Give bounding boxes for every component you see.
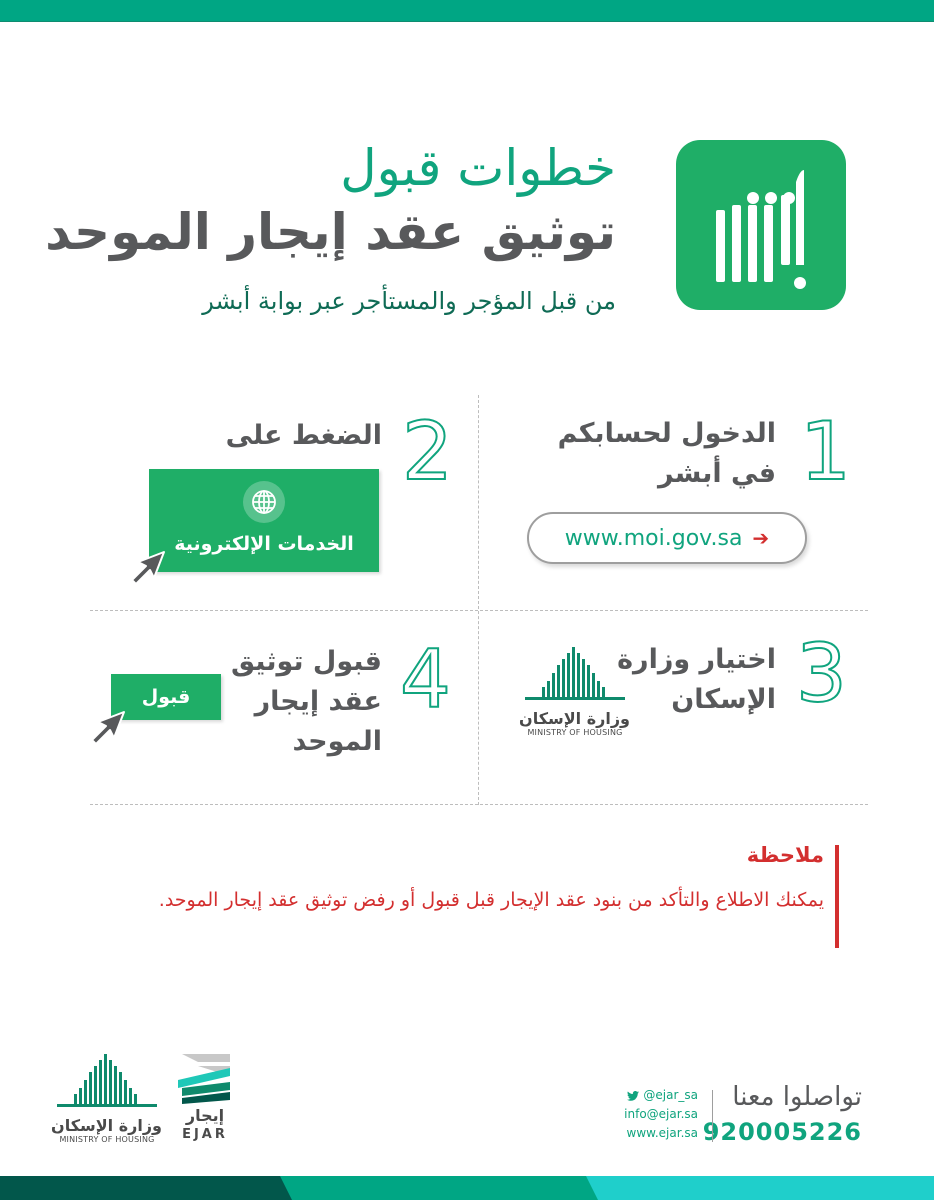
contact-divider xyxy=(712,1090,713,1142)
arrow-right-icon: ➔ xyxy=(752,526,770,550)
step-1-text xyxy=(558,414,776,494)
twitter-icon xyxy=(627,1091,639,1101)
eservices-label: الخدمات الإلكترونية xyxy=(174,533,354,555)
moh-emblem-icon xyxy=(520,645,630,705)
step-3-text xyxy=(617,640,776,720)
globe-icon xyxy=(243,481,285,523)
footer-moh-logo xyxy=(52,1052,162,1144)
moh-emblem-icon xyxy=(52,1052,162,1112)
step-1-number: 1 xyxy=(800,405,851,498)
twitter-row[interactable] xyxy=(600,1086,698,1105)
subtitle: من قبل المؤجر والمستأجر عبر بوابة أبشر xyxy=(202,287,616,315)
note-title: ملاحظة xyxy=(746,843,824,867)
step-1-line-1: الدخول لحسابكم xyxy=(557,418,776,449)
step-2-line-1: الضغط على xyxy=(225,420,382,451)
step-4-line-2: عقد إيجار xyxy=(254,686,382,717)
footer-moh-name-en: MINISTRY OF HOUSING xyxy=(59,1135,155,1144)
step-3-line-2: الإسكان xyxy=(671,684,776,715)
contact-phone[interactable]: 920005226 xyxy=(702,1118,862,1146)
eservices-button[interactable] xyxy=(149,469,379,572)
step-2-number: 2 xyxy=(402,405,453,498)
step-4-line-3: الموحد xyxy=(292,726,382,757)
footer-moh-name-ar: وزارة الإسكان xyxy=(51,1116,162,1135)
cursor-arrow-icon xyxy=(128,548,168,592)
ejar-logo-icon xyxy=(178,1054,234,1108)
moh-name-en: MINISTRY OF HOUSING xyxy=(527,728,623,737)
note-accent-bar xyxy=(835,845,839,948)
accept-button[interactable]: قبول xyxy=(111,674,221,720)
step-2-text xyxy=(226,416,382,456)
title-line-1: خطوات قبول xyxy=(340,139,616,197)
moh-logo[interactable] xyxy=(520,645,630,737)
step-3-number: 3 xyxy=(796,627,847,720)
step-3-line-1: اختيار وزارة xyxy=(617,644,776,675)
horizontal-divider-bottom xyxy=(90,804,868,805)
ejar-name-en: EJAR xyxy=(182,1127,228,1142)
cursor-arrow-icon xyxy=(88,708,128,752)
ejar-name-ar: إيجار xyxy=(185,1106,225,1125)
contact-title: تواصلوا معنا xyxy=(732,1082,862,1112)
step-4-number: 4 xyxy=(400,633,451,726)
moi-url-link[interactable] xyxy=(527,512,807,564)
bottom-accent-bar xyxy=(0,1176,934,1200)
horizontal-divider-middle xyxy=(90,610,868,611)
twitter-handle: @ejar_sa xyxy=(643,1088,698,1102)
step-4-line-1: قبول توثيق xyxy=(230,646,382,677)
step-1-line-2: في أبشر xyxy=(657,458,776,489)
email-link[interactable]: info@ejar.sa xyxy=(624,1107,698,1121)
website-link[interactable]: www.ejar.sa xyxy=(626,1126,698,1140)
top-accent-bar xyxy=(0,0,934,22)
vertical-divider xyxy=(478,395,479,805)
title-line-2: توثيق عقد إيجار الموحد xyxy=(45,203,616,261)
step-4-text xyxy=(231,642,382,762)
moi-url-text: www.moi.gov.sa xyxy=(564,525,743,551)
moh-name-ar: وزارة الإسكان xyxy=(519,709,630,728)
contact-links xyxy=(600,1086,698,1143)
note-body: يمكنك الاطلاع والتأكد من بنود عقد الإيجار قبل قبول أو رفض توثيق عقد إيجار الموحد. xyxy=(158,889,824,911)
absher-logo-icon xyxy=(676,140,846,310)
